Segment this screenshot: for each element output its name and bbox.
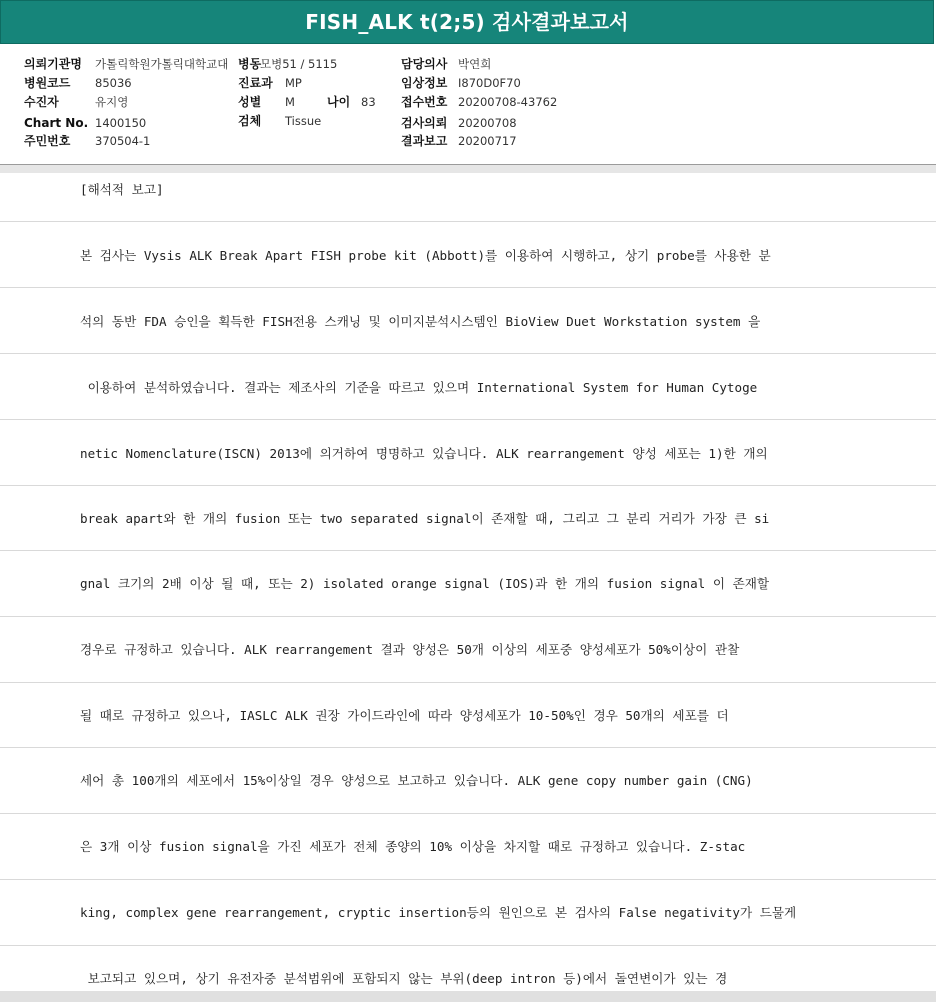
field-value: 가톨릭학원가톨릭대학교대 xyxy=(95,57,229,71)
field-value: 20200708 xyxy=(458,116,517,130)
field-label: 의뢰기관명 xyxy=(24,57,82,71)
field-sex xyxy=(238,93,295,111)
report-line xyxy=(0,420,936,486)
report-line-text: 세어 총 100개의 세포에서 15%이상일 경우 양성으로 보고하고 있습니다. ALK gene copy number gain (CNG) xyxy=(80,773,753,788)
report-line-text: king, complex gene rearrangement, cryptic insertion등의 원인으로 본 검사의 False negativity가 드물게 xyxy=(80,905,797,920)
field-value: MP xyxy=(285,76,302,90)
field-value: 모병51 / 5115 xyxy=(260,57,338,71)
field-value: 370504-1 xyxy=(95,134,151,148)
report-line-text: break apart와 한 개의 fusion 또는 two separated signal이 존재할 때, 그리고 그 분리 거리가 가장 큰 si xyxy=(80,511,770,526)
field-label: 검체 xyxy=(238,114,262,128)
report-line-text: 은 3개 이상 fusion signal을 가진 세포가 전체 종양의 10% 이상을 차지할 때로 규정하고 있습니다. Z-stac xyxy=(80,839,746,854)
report-line xyxy=(0,946,936,991)
report-header xyxy=(0,46,936,165)
field-label: 검사의뢰 xyxy=(401,116,448,130)
report-title-bar xyxy=(0,0,934,44)
field-label: 병동 xyxy=(238,57,262,71)
field-clinical-info xyxy=(401,74,521,92)
report-line xyxy=(0,683,936,748)
field-attending-physician xyxy=(401,55,491,73)
field-report-date xyxy=(401,132,517,150)
report-line-text: gnal 크기의 2배 이상 될 때, 또는 2) isolated orange signal (IOS)과 한 개의 fusion signal 이 존재할 xyxy=(80,576,770,591)
field-label: 결과보고 xyxy=(401,134,448,148)
field-resident-number xyxy=(24,132,150,150)
field-value: 83 xyxy=(361,95,376,109)
field-label: 수진자 xyxy=(24,95,59,109)
field-value: M xyxy=(285,95,295,109)
field-value: Tissue xyxy=(285,114,322,128)
field-label: 담당의사 xyxy=(401,57,448,71)
field-label: 성별 xyxy=(238,95,262,109)
field-chart-no xyxy=(24,114,146,132)
report-line xyxy=(0,222,936,288)
field-label: 접수번호 xyxy=(401,95,448,109)
report-line xyxy=(0,354,936,420)
report-line xyxy=(0,486,936,551)
report-line-text: 석의 동반 FDA 승인을 획득한 FISH전용 스캐닝 및 이미지분석시스템인 BioView Duet Workstation system 을 xyxy=(80,314,761,329)
field-value: I870D0F70 xyxy=(458,76,521,90)
report-line xyxy=(0,288,936,354)
field-hospital-code xyxy=(24,74,132,92)
report-line-text: 경우로 규정하고 있습니다. ALK rearrangement 결과 양성은 50개 이상의 세포중 양성세포가 50%이상이 관찰 xyxy=(80,642,740,657)
scroll-edge-bar xyxy=(0,991,936,1002)
field-value: 20200708-43762 xyxy=(458,95,558,109)
field-label: 병원코드 xyxy=(24,76,71,90)
field-value: 박연희 xyxy=(458,57,492,71)
report-title: FISH_ALK t(2;5) 검사결과보고서 xyxy=(305,10,629,34)
report-line-text: 본 검사는 Vysis ALK Break Apart FISH probe kit (Abbott)를 이용하여 시행하고, 상기 probe를 사용한 분 xyxy=(80,248,771,263)
report-body xyxy=(0,173,936,991)
field-accession-number xyxy=(401,93,557,111)
report-heading-row xyxy=(0,173,936,222)
report-line xyxy=(0,814,936,880)
field-age xyxy=(327,93,376,111)
field-label: 진료과 xyxy=(238,76,273,90)
report-line xyxy=(0,617,936,683)
field-request-date xyxy=(401,114,517,132)
field-value: 20200717 xyxy=(458,134,517,148)
field-requesting-institution xyxy=(24,55,228,73)
report-line xyxy=(0,551,936,617)
report-line xyxy=(0,748,936,814)
field-label: Chart No. xyxy=(24,116,89,130)
field-value: 1400150 xyxy=(95,116,147,130)
report-line-text: netic Nomenclature(ISCN) 2013에 의거하여 명명하고 있습니다. ALK rearrangement 양성 세포는 1)한 개의 xyxy=(80,446,768,461)
field-specimen xyxy=(238,112,321,130)
field-label: 임상정보 xyxy=(401,76,448,90)
report-line xyxy=(0,880,936,946)
header-divider-band xyxy=(0,165,936,173)
report-line-text: 보고되고 있으며, 상기 유전자중 분석범위에 포함되지 않는 부위(deep intron 등)에서 돌연변이가 있는 경 xyxy=(80,971,728,986)
field-patient-name xyxy=(24,93,128,111)
report-line-text: 될 때로 규정하고 있으나, IASLC ALK 권장 가이드라인에 따라 양성세포가 10-50%인 경우 50개의 세포를 더 xyxy=(80,708,729,723)
report-line-text: 이용하여 분석하였습니다. 결과는 제조사의 기준을 따르고 있으며 International System for Human Cytoge xyxy=(80,380,758,395)
field-label: 나이 xyxy=(327,95,351,109)
field-value: 85036 xyxy=(95,76,132,90)
field-ward xyxy=(238,55,337,73)
field-department xyxy=(238,74,302,92)
field-value: 유지영 xyxy=(95,95,129,109)
report-heading: [해석적 보고] xyxy=(80,182,164,197)
field-label: 주민번호 xyxy=(24,134,71,148)
